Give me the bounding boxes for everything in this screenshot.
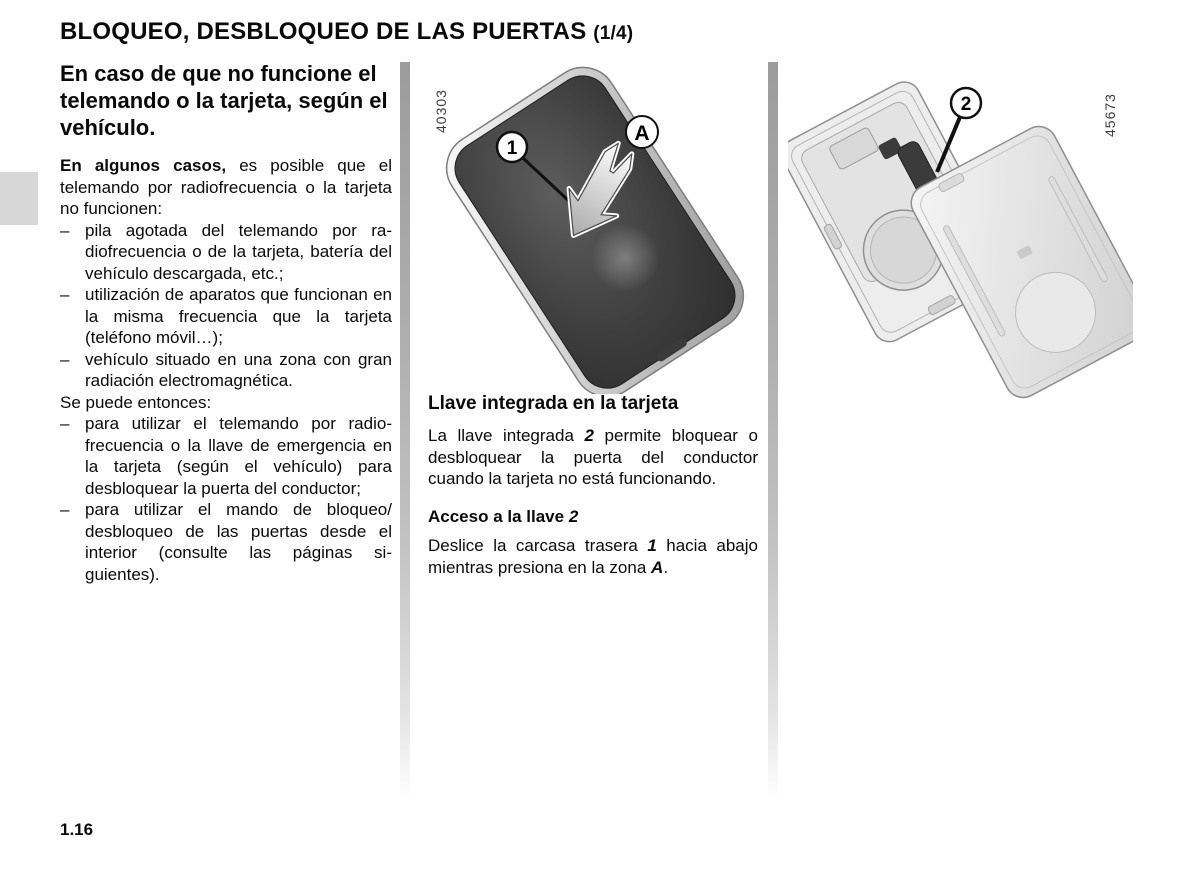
access-key-subheading	[428, 506, 758, 528]
list-item	[60, 349, 392, 392]
left-column	[60, 60, 392, 585]
left-heading: En caso de que no funcione el telemando o la tarjeta, según el vehículo.	[60, 61, 388, 140]
integrated-key-paragraph	[428, 425, 758, 490]
list-item-text: pila agotada del telemando por radiofrecuencia o de la tarjeta, batería del vehículo descargada, etc.;	[85, 220, 392, 283]
section-edge-tab	[0, 172, 38, 225]
para1-text-b: permite bloquear o desbloquear la puerta del conductor cuando la tarjeta no está funcionando.	[428, 426, 758, 488]
para2-text: Deslice la carcasa trasera	[428, 536, 648, 555]
callout-a-label: A	[634, 122, 650, 145]
subheading-text: Acceso a la llave	[428, 506, 569, 526]
para2-ref-1: 1	[647, 536, 657, 555]
callout-2	[951, 88, 981, 118]
callout-1	[497, 132, 527, 162]
callout-2-label: 2	[960, 94, 972, 115]
bullet-dash: –	[60, 414, 70, 433]
bullet-dash: –	[60, 285, 70, 304]
page-title-count: (1/4)	[593, 23, 634, 44]
intro-paragraph	[60, 155, 392, 220]
para2-period: .	[663, 557, 669, 577]
list-item	[60, 499, 392, 585]
callout-1-label: 1	[506, 138, 518, 159]
para1-text: La llave integrada	[428, 426, 585, 445]
subheading-ref-2: 2	[568, 506, 579, 526]
list-item	[60, 220, 392, 285]
para1-ref-2: 2	[584, 426, 594, 445]
middle-column	[428, 392, 758, 578]
para2-text-b: hacia abajo mientras presiona en la zona	[428, 536, 758, 577]
list-item	[60, 284, 392, 349]
access-key-paragraph	[428, 535, 758, 578]
para2-ref-a: A	[651, 557, 664, 577]
page-title-text: BLOQUEO, DESBLOQUEO DE LAS PUERTAS	[60, 18, 594, 45]
subheading-entonces: Se puede entonces:	[60, 392, 212, 412]
intro-bold: En algunos casos,	[60, 156, 227, 175]
figure1-photo-code: 40303	[433, 89, 449, 133]
column-separator-left	[400, 62, 410, 800]
list-item-text: para utilizar el mando de bloqueo/​desbloqueo de las puertas desde el interior (consulte las páginas siguientes).	[85, 500, 392, 584]
page-number: 1.16	[60, 820, 94, 839]
figure-key-card-back	[420, 62, 765, 394]
callout-a	[626, 116, 658, 148]
intro-rest: es posible que el telemando por radiofrecuencia o la tarjeta no funcionen:	[60, 156, 392, 218]
list-item-text: para utilizar el telemando por radiofrecuencia o la llave de emergencia en la tarjeta (según el vehículo) para desbloquear la puerta del conductor;	[85, 414, 392, 498]
figure-key-card-opened	[788, 62, 1133, 400]
list-item-text: utilización de aparatos que funcionan en la misma frecuencia que la tarjeta (teléfono móvil…);	[85, 285, 392, 347]
bullet-dash: –	[60, 500, 70, 519]
bullet-dash: –	[60, 349, 70, 369]
page-title	[60, 18, 633, 46]
list-item	[60, 413, 392, 499]
bullet-dash: –	[60, 220, 70, 240]
column-separator-right	[768, 62, 778, 800]
integrated-key-heading: Llave integrada en la tarjeta	[428, 393, 679, 414]
figure2-photo-code: 45673	[1102, 93, 1118, 137]
list-item-text: vehículo situado en una zona con gran radiación electromagnética.	[85, 349, 392, 390]
